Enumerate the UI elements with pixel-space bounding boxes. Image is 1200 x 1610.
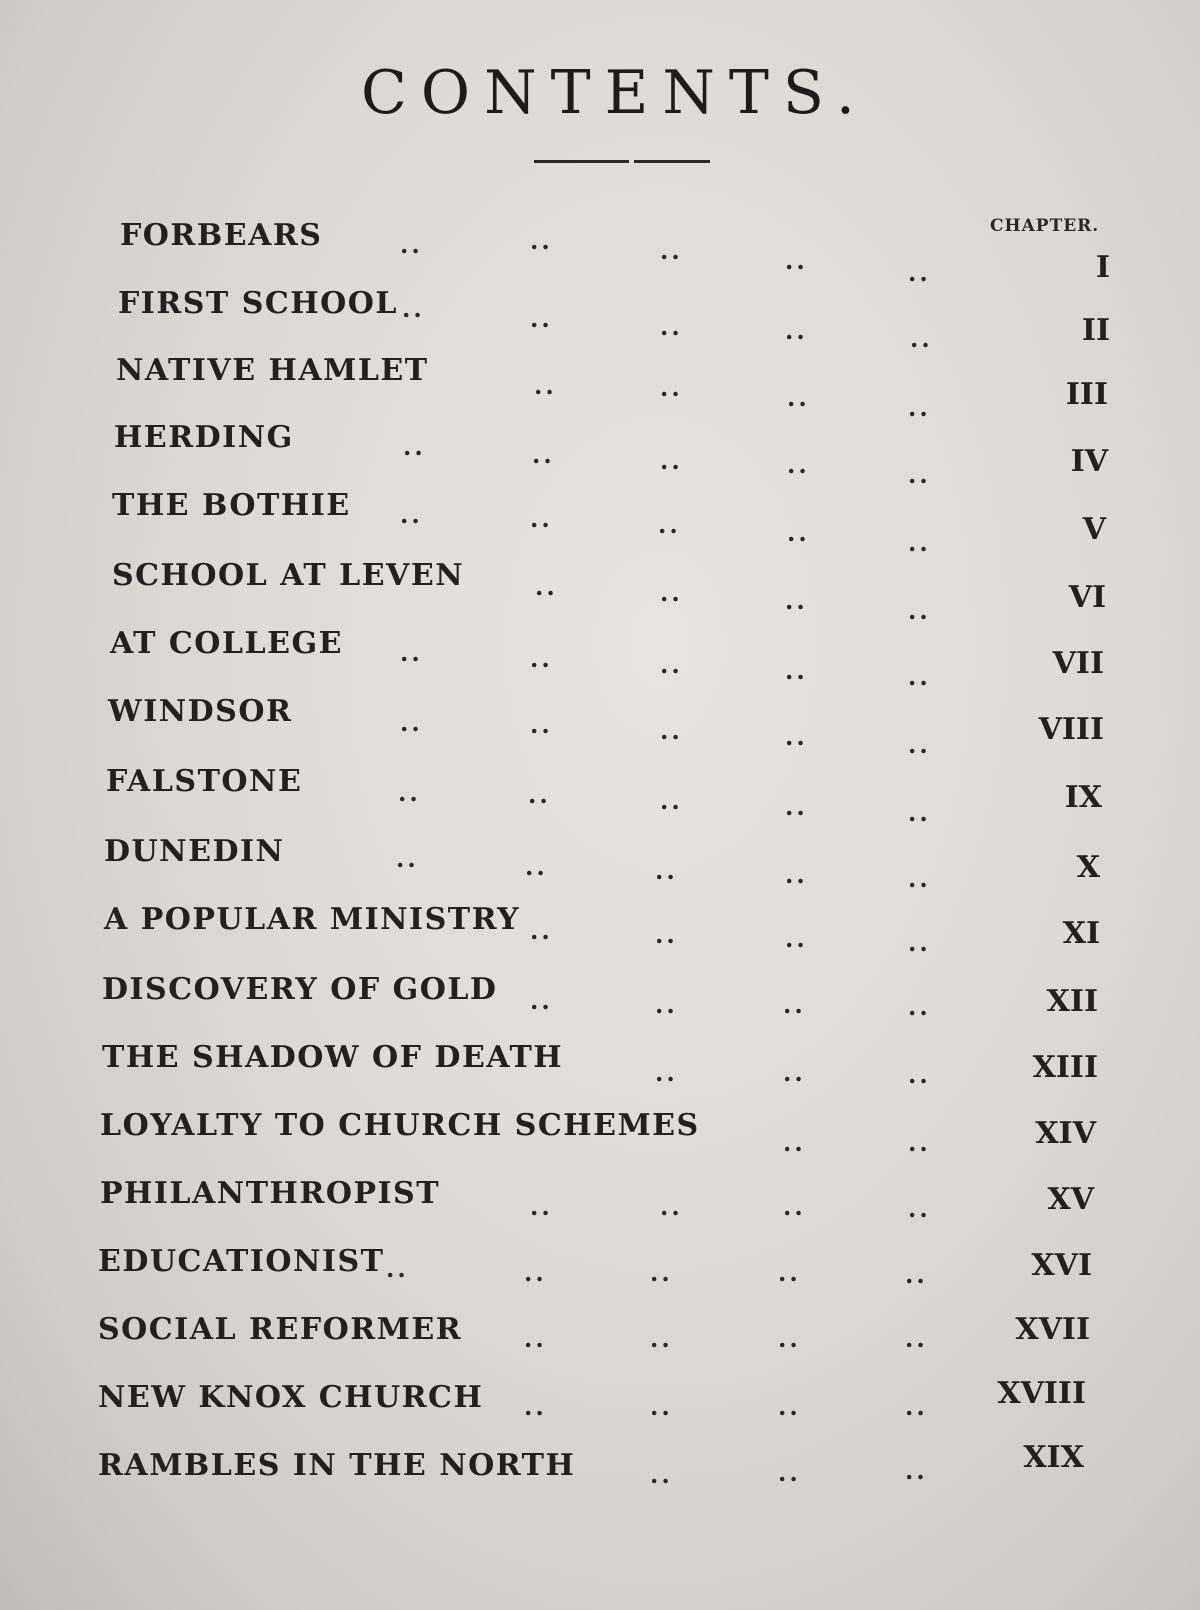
leader-dots: ..: [785, 924, 808, 953]
toc-entry-title: SOCIAL REFORMER: [98, 1312, 463, 1347]
leader-dots: ..: [660, 786, 683, 815]
toc-entry-chapter: II: [1081, 313, 1110, 348]
toc-entry-chapter: XVII: [1015, 1312, 1090, 1347]
leader-dots: ..: [535, 572, 558, 601]
toc-entry-title: DUNEDIN: [104, 834, 285, 869]
leader-dots: ..: [400, 500, 423, 529]
leader-dots: ..: [525, 852, 548, 881]
leader-dots: ..: [660, 716, 683, 745]
leader-dots: ..: [908, 1128, 931, 1157]
leader-dots: ..: [400, 708, 423, 737]
leader-dots: ..: [785, 586, 808, 615]
toc-entry-title: THE SHADOW OF DEATH: [102, 1040, 564, 1075]
leader-dots: ..: [658, 510, 681, 539]
toc-entry-chapter: XIX: [1023, 1440, 1084, 1475]
leader-dots: ..: [524, 1392, 547, 1421]
leader-dots: ..: [660, 312, 683, 341]
toc-entry-title: FALSTONE: [106, 764, 303, 799]
toc-entry-title: THE BOTHIE: [112, 488, 351, 523]
leader-dots: ..: [655, 920, 678, 949]
leader-dots: ..: [908, 864, 931, 893]
leader-dots: ..: [530, 226, 553, 255]
leader-dots: ..: [908, 1060, 931, 1089]
toc-entry-title: LOYALTY TO CHURCH SCHEMES: [100, 1108, 700, 1143]
leader-dots: ..: [908, 662, 931, 691]
leader-dots: ..: [386, 1254, 409, 1283]
leader-dots: ..: [778, 1258, 801, 1287]
toc-entry-title: EDUCATIONIST: [98, 1244, 385, 1279]
toc-entry-title: FORBEARS: [120, 218, 323, 253]
leader-dots: ..: [778, 1324, 801, 1353]
toc-entry-title: NEW KNOX CHURCH: [98, 1380, 484, 1415]
leader-dots: ..: [655, 1058, 678, 1087]
leader-dots: ..: [524, 1258, 547, 1287]
leader-dots: ..: [778, 1458, 801, 1487]
leader-dots: ..: [785, 722, 808, 751]
leader-dots: ..: [655, 856, 678, 885]
toc-entry-title: RAMBLES IN THE NORTH: [98, 1448, 576, 1483]
leader-dots: ..: [785, 316, 808, 345]
toc-entry-chapter: XVI: [1031, 1248, 1092, 1283]
leader-dots: ..: [530, 304, 553, 333]
leader-dots: ..: [530, 644, 553, 673]
leader-dots: ..: [783, 1058, 806, 1087]
toc-entry-title: A POPULAR MINISTRY: [104, 902, 520, 937]
toc-entry-chapter: VII: [1052, 646, 1104, 681]
leader-dots: ..: [783, 990, 806, 1019]
toc-entry-chapter: VIII: [1038, 712, 1104, 747]
toc-entry-title: DISCOVERY OF GOLD: [102, 972, 498, 1007]
leader-dots: ..: [787, 518, 810, 547]
leader-dots: ..: [783, 1192, 806, 1221]
leader-dots: ..: [787, 383, 810, 412]
toc-entry-chapter: IX: [1064, 780, 1102, 815]
toc-entry-chapter: XV: [1047, 1182, 1094, 1217]
leader-dots: ..: [908, 1194, 931, 1223]
toc-entry-title: SCHOOL AT LEVEN: [112, 558, 465, 593]
leader-dots: ..: [908, 528, 931, 557]
leader-dots: ..: [908, 992, 931, 1021]
leader-dots: ..: [402, 294, 425, 323]
leader-dots: ..: [396, 844, 419, 873]
leader-dots: ..: [785, 860, 808, 889]
toc-entry-chapter: V: [1082, 512, 1106, 547]
leader-dots: ..: [400, 230, 423, 259]
leader-dots: ..: [660, 578, 683, 607]
leader-dots: ..: [524, 1324, 547, 1353]
toc-entry-title: AT COLLEGE: [110, 626, 343, 661]
leader-dots: ..: [908, 928, 931, 957]
toc-entry-chapter: IV: [1070, 444, 1108, 479]
toc-entry-title: HERDING: [114, 420, 294, 455]
contents-heading: CONTENTS.: [361, 58, 869, 128]
leader-dots: ..: [660, 650, 683, 679]
leader-dots: ..: [905, 1324, 928, 1353]
toc-entry-chapter: III: [1065, 377, 1108, 412]
leader-dots: ..: [660, 446, 683, 475]
toc-entry-chapter: XIII: [1032, 1050, 1098, 1085]
leader-dots: ..: [532, 440, 555, 469]
leader-dots: ..: [660, 1192, 683, 1221]
leader-dots: ..: [650, 1258, 673, 1287]
leader-dots: ..: [908, 730, 931, 759]
leader-dots: ..: [778, 1392, 801, 1421]
toc-entry-chapter: XII: [1046, 984, 1098, 1019]
leader-dots: ..: [783, 1128, 806, 1157]
chapter-column-label: CHAPTER.: [990, 216, 1100, 236]
leader-dots: ..: [905, 1260, 928, 1289]
leader-dots: ..: [534, 371, 557, 400]
toc-entry-chapter: XVIII: [997, 1376, 1086, 1411]
leader-dots: ..: [530, 504, 553, 533]
leader-dots: ..: [530, 1192, 553, 1221]
leader-dots: ..: [650, 1392, 673, 1421]
toc-entry-title: NATIVE HAMLET: [116, 353, 429, 388]
leader-dots: ..: [530, 916, 553, 945]
leader-dots: ..: [785, 246, 808, 275]
toc-entry-chapter: VI: [1068, 580, 1106, 615]
leader-dots: ..: [785, 656, 808, 685]
leader-dots: ..: [660, 373, 683, 402]
leader-dots: ..: [403, 432, 426, 461]
leader-dots: ..: [650, 1460, 673, 1489]
leader-dots: ..: [650, 1324, 673, 1353]
leader-dots: ..: [908, 393, 931, 422]
leader-dots: ..: [530, 986, 553, 1015]
toc-entry-chapter: X: [1076, 850, 1100, 885]
leader-dots: ..: [910, 324, 933, 353]
toc-entry-title: FIRST SCHOOL: [118, 286, 398, 321]
leader-dots: ..: [787, 450, 810, 479]
leader-dots: ..: [655, 990, 678, 1019]
leader-dots: ..: [660, 236, 683, 265]
leader-dots: ..: [908, 596, 931, 625]
toc-entry-chapter: XI: [1062, 916, 1100, 951]
leader-dots: ..: [398, 778, 421, 807]
leader-dots: ..: [400, 638, 423, 667]
leader-dots: ..: [785, 792, 808, 821]
toc-entry-title: PHILANTHROPIST: [100, 1176, 441, 1211]
leader-dots: ..: [908, 798, 931, 827]
leader-dots: ..: [530, 710, 553, 739]
leader-dots: ..: [905, 1456, 928, 1485]
toc-entry-title: WINDSOR: [108, 694, 293, 729]
leader-dots: ..: [908, 258, 931, 287]
leader-dots: ..: [905, 1392, 928, 1421]
toc-entry-chapter: I: [1095, 250, 1110, 285]
leader-dots: ..: [528, 780, 551, 809]
toc-entry-chapter: XIV: [1035, 1116, 1096, 1151]
leader-dots: ..: [908, 460, 931, 489]
